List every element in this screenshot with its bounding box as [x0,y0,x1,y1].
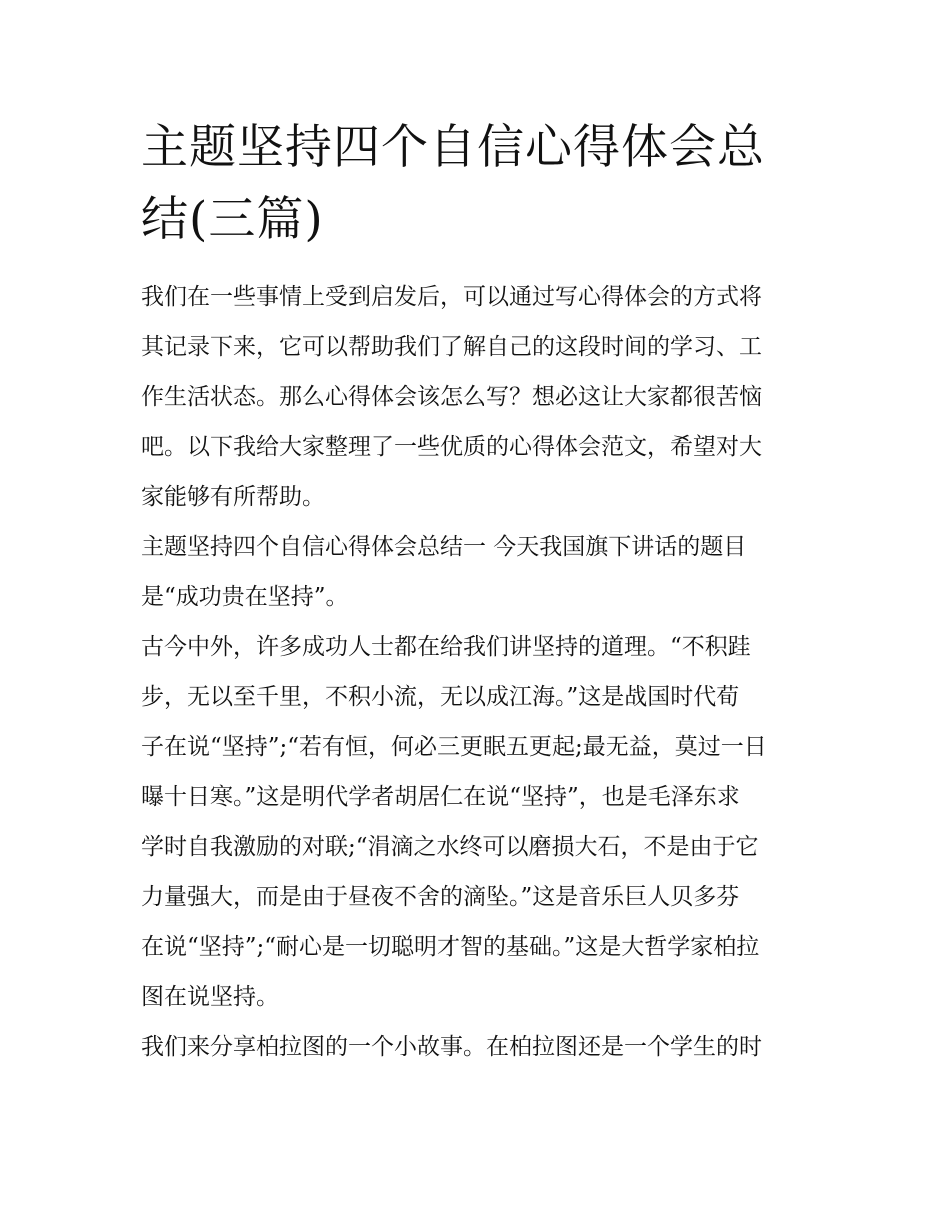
paragraph-line: 其记录下来，它可以帮助我们了解自己的这段时间的学习、工 [141,334,762,360]
title-line: 结(三篇) [141,192,324,247]
section-one-paragraph [141,522,815,622]
paragraph-line: 吧。以下我给大家整理了一些优质的心得体会范文，希望对大 [141,434,762,460]
paragraph-line: 我们来分享柏拉图的一个小故事。在柏拉图还是一个学生的时 [141,1034,762,1060]
paragraph-line: 主题坚持四个自信心得体会总结一 今天我国旗下讲话的题目 [141,534,747,560]
paragraph-line: 作生活状态。那么心得体会该怎么写？想必这让大家都很苦恼 [141,384,762,410]
paragraph-line: 子在说“坚持”;“若有恒，何必三更眠五更起;最无益，莫过一日 [141,734,767,760]
paragraph-line: 学时自我激励的对联;“涓滴之水终可以磨损大石，不是由于它 [141,834,759,860]
document-title [141,112,815,256]
paragraph-line: 是“成功贵在坚持”。 [141,584,349,610]
document-content [141,112,815,1072]
paragraph-line: 力量强大，而是由于昼夜不舍的滴坠。”这是音乐巨人贝多芬 [141,884,740,910]
paragraph-line: 古今中外，许多成功人士都在给我们讲坚持的道理。“不积跬 [141,634,751,660]
paragraph-line: 步，无以至千里，不积小流，无以成江海。”这是战国时代荀 [141,684,740,710]
paragraph-line: 家能够有所帮助。 [141,484,325,510]
title-line: 主题坚持四个自信心得体会总 [141,120,765,175]
story-paragraph [141,1022,815,1072]
paragraph-line: 我们在一些事情上受到启发后，可以通过写心得体会的方式将 [141,284,762,310]
paragraph-line: 曝十日寒。”这是明代学者胡居仁在说“坚持”，也是毛泽东求 [141,784,740,810]
paragraph-line: 图在说坚持。 [141,984,279,1010]
intro-paragraph [141,272,815,522]
paragraph-line: 在说“坚持”;“耐心是一切聪明才智的基础。”这是大哲学家柏拉 [141,934,760,960]
quotes-paragraph [141,622,815,1022]
